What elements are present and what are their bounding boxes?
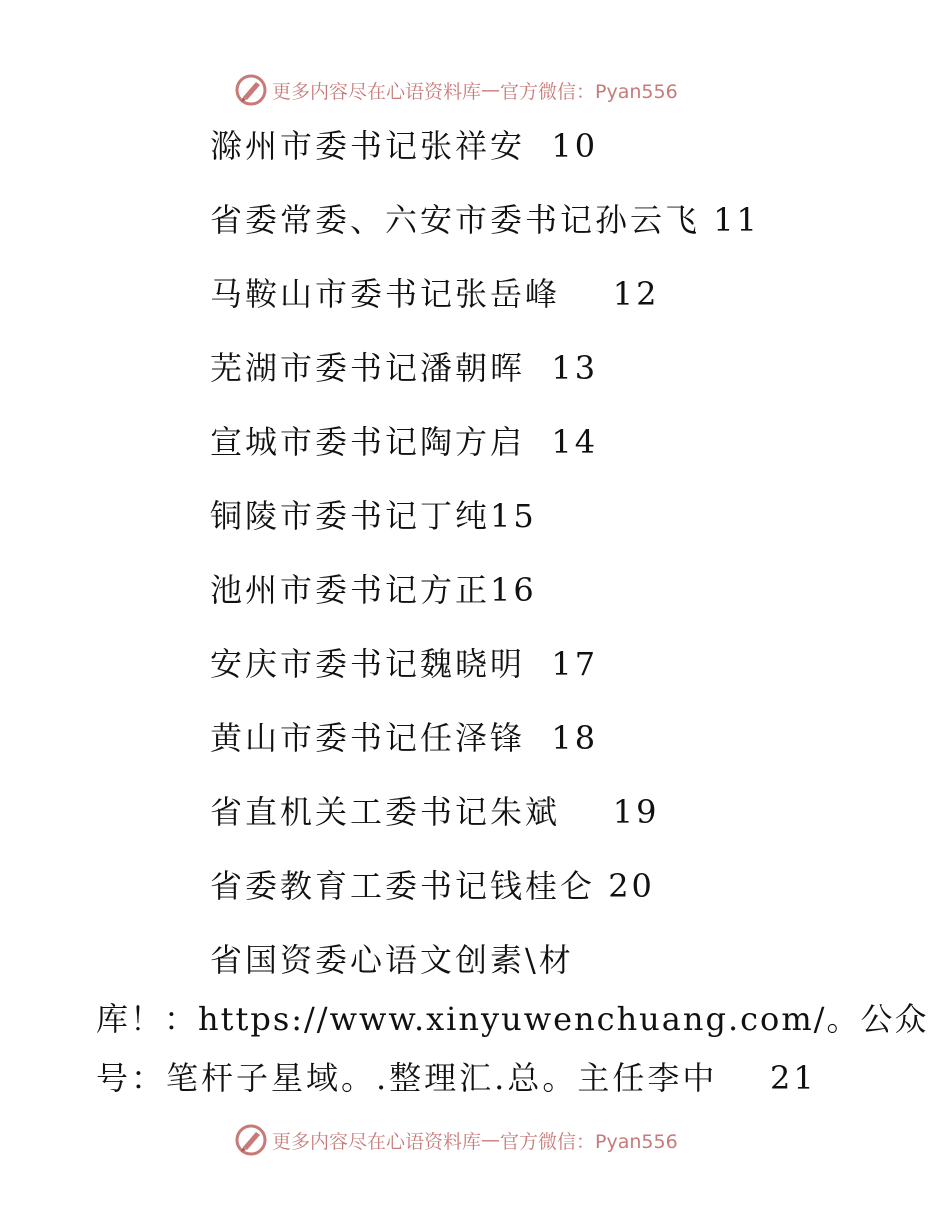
toc-entry-page: 12: [612, 275, 660, 313]
toc-entry-title: 池州市委书记方正: [210, 571, 491, 609]
toc-entry: [210, 570, 537, 610]
toc-entry-gap: [717, 1059, 770, 1097]
toc-entry-gap: [560, 793, 613, 831]
toc-entry-page: 11: [713, 201, 760, 239]
toc-entry-gap: [700, 201, 713, 239]
toc-entry: [210, 422, 598, 462]
toc-entry-page: 20: [608, 867, 655, 905]
watermark-wechat: 官方微信：Pyan556: [500, 1130, 678, 1153]
watermark-dash: —: [481, 1129, 501, 1151]
toc-entry-gap: [525, 349, 551, 387]
toc-entry-gap: [525, 719, 551, 757]
toc-entry-title: 黄山市委书记任泽锋: [210, 719, 526, 757]
toc-entry-title: 马鞍山市委书记张岳峰: [210, 275, 561, 313]
toc-entry-page: 13: [551, 349, 599, 387]
toc-entry-page: 10: [551, 127, 599, 165]
toc-entry-gap: [560, 275, 613, 313]
toc-entry: [210, 718, 598, 758]
watermark-dash: —: [481, 79, 501, 101]
toc-entry-title: 铜陵市委书记丁纯: [210, 497, 491, 535]
toc-entry-page: 18: [551, 719, 599, 757]
pen-logo-icon: [234, 73, 268, 107]
toc-last-entry-line-3: [96, 1058, 817, 1098]
watermark-text: 更多内容尽在心语资料库: [272, 80, 482, 103]
toc-entry-page: 17: [551, 645, 599, 683]
toc-entry: [210, 200, 760, 240]
toc-entry: [210, 496, 537, 536]
toc-entry-page: 15: [490, 497, 537, 535]
toc-entry-title: 省委教育工委书记钱桂仑: [210, 867, 596, 905]
toc-entry-page: 14: [551, 423, 599, 461]
toc-entry-gap: [595, 867, 608, 905]
toc-entry-title: 省委常委、六安市委书记孙云飞: [210, 201, 701, 239]
toc-last-entry-page: 21: [770, 1059, 817, 1097]
header-watermark: [234, 72, 678, 108]
toc-entry-title: 省直机关工委书记朱斌: [210, 793, 561, 831]
pen-logo-icon: [234, 1123, 268, 1157]
watermark-wechat: 官方微信：Pyan556: [500, 80, 678, 103]
toc-entry-title: 安庆市委书记魏晓明: [210, 645, 526, 683]
toc-entry: [210, 866, 655, 906]
toc-entry: [210, 274, 659, 314]
toc-last-entry-line-2: 库！：https://www.xinyuwenchuang.com/。公众: [96, 1000, 929, 1038]
toc-entry-page: 16: [490, 571, 537, 609]
toc-entry: [210, 644, 598, 684]
footer-watermark: [234, 1122, 678, 1158]
watermark-text: 更多内容尽在心语资料库: [272, 1130, 482, 1153]
toc-entry: [210, 126, 598, 166]
toc-entry: [210, 792, 659, 832]
toc-entry-gap: [525, 645, 551, 683]
toc-entry-title: 宣城市委书记陶方启: [210, 423, 526, 461]
toc-entry-gap: [525, 127, 551, 165]
toc-entry-title: 滁州市委书记张祥安: [210, 127, 526, 165]
toc-entry-page: 19: [612, 793, 660, 831]
toc-last-entry-text: 号：笔杆子星域。.整理汇.总。主任李中: [96, 1059, 718, 1097]
toc-entry-title: 芜湖市委书记潘朝晖: [210, 349, 526, 387]
toc-entry: [210, 348, 598, 388]
toc-entry-gap: [525, 423, 551, 461]
toc-last-entry-line-1: 省国资委心语文创素\材: [210, 941, 574, 979]
